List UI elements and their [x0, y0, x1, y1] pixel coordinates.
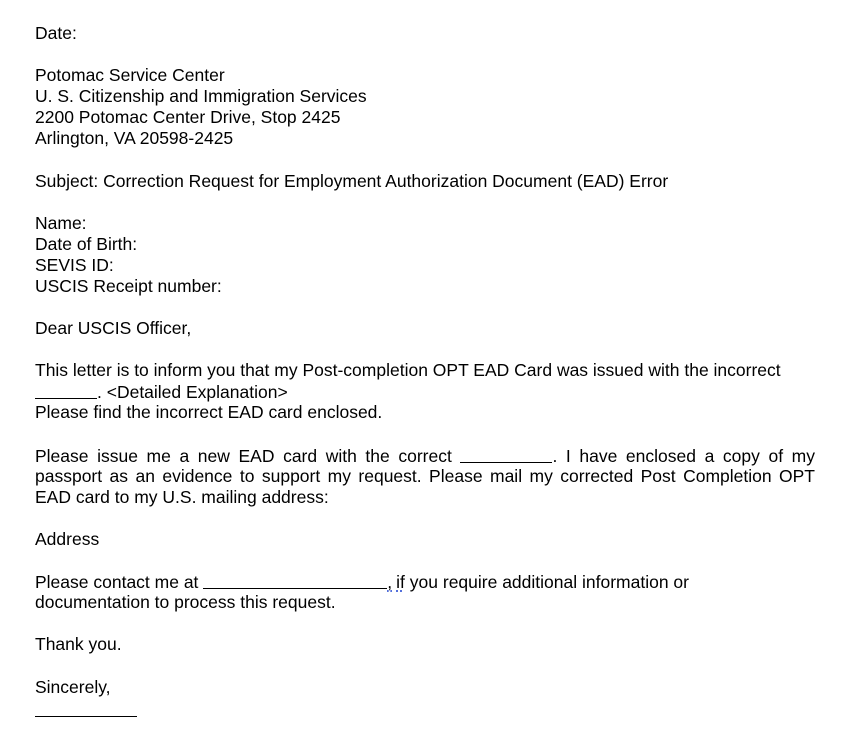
para1-line-2: [35, 381, 288, 403]
para2-line-3: EAD card to my U.S. mailing address:: [35, 487, 329, 507]
salutation: Dear USCIS Officer,: [35, 318, 192, 338]
para2-line-1-suffix: . I have enclosed a copy of my: [552, 446, 815, 466]
contact-comma: ,: [387, 572, 393, 592]
para2-line-1: [35, 445, 815, 467]
contact-if: if: [396, 572, 405, 592]
para1-line-3: Please find the incorrect EAD card enclosed.: [35, 402, 383, 422]
subject-line: Subject: Correction Request for Employment Authorization Document (EAD) Error: [35, 171, 669, 191]
para1-line-1: This letter is to inform you that my Post-completion OPT EAD Card was issued with the incorrect: [35, 360, 781, 380]
para2-line-1-prefix: Please issue me a new EAD card with the correct: [35, 446, 452, 466]
thanks-line: Thank you.: [35, 634, 122, 654]
receipt-field: USCIS Receipt number:: [35, 276, 222, 296]
address-placeholder: Address: [35, 529, 100, 549]
dob-field: Date of Birth:: [35, 234, 138, 254]
para3-line-1-prefix: Please contact me at: [35, 572, 204, 592]
recipient-line-2: U. S. Citizenship and Immigration Services: [35, 86, 367, 106]
name-field: Name:: [35, 213, 87, 233]
recipient-line-4: Arlington, VA 20598-2425: [35, 128, 234, 148]
incorrect-field-blank: [35, 382, 97, 399]
signature-line: [35, 716, 137, 717]
sevis-field: SEVIS ID:: [35, 255, 114, 275]
contact-blank: [203, 572, 387, 589]
date-label: Date:: [35, 23, 77, 43]
closing-line: Sincerely,: [35, 677, 111, 697]
recipient-line-3: 2200 Potomac Center Drive, Stop 2425: [35, 107, 341, 127]
para3-line-1-suffix: you require additional information or: [404, 572, 689, 592]
detailed-explanation-text: . <Detailed Explanation>: [97, 382, 288, 402]
para2-line-2: passport as an evidence to support my request. Please mail my corrected Post Completion OPT: [35, 466, 815, 486]
para3-line-2: documentation to process this request.: [35, 592, 336, 612]
correct-field-blank: [460, 446, 552, 463]
para3-line-1: [35, 571, 689, 593]
recipient-line-1: Potomac Service Center: [35, 65, 225, 85]
